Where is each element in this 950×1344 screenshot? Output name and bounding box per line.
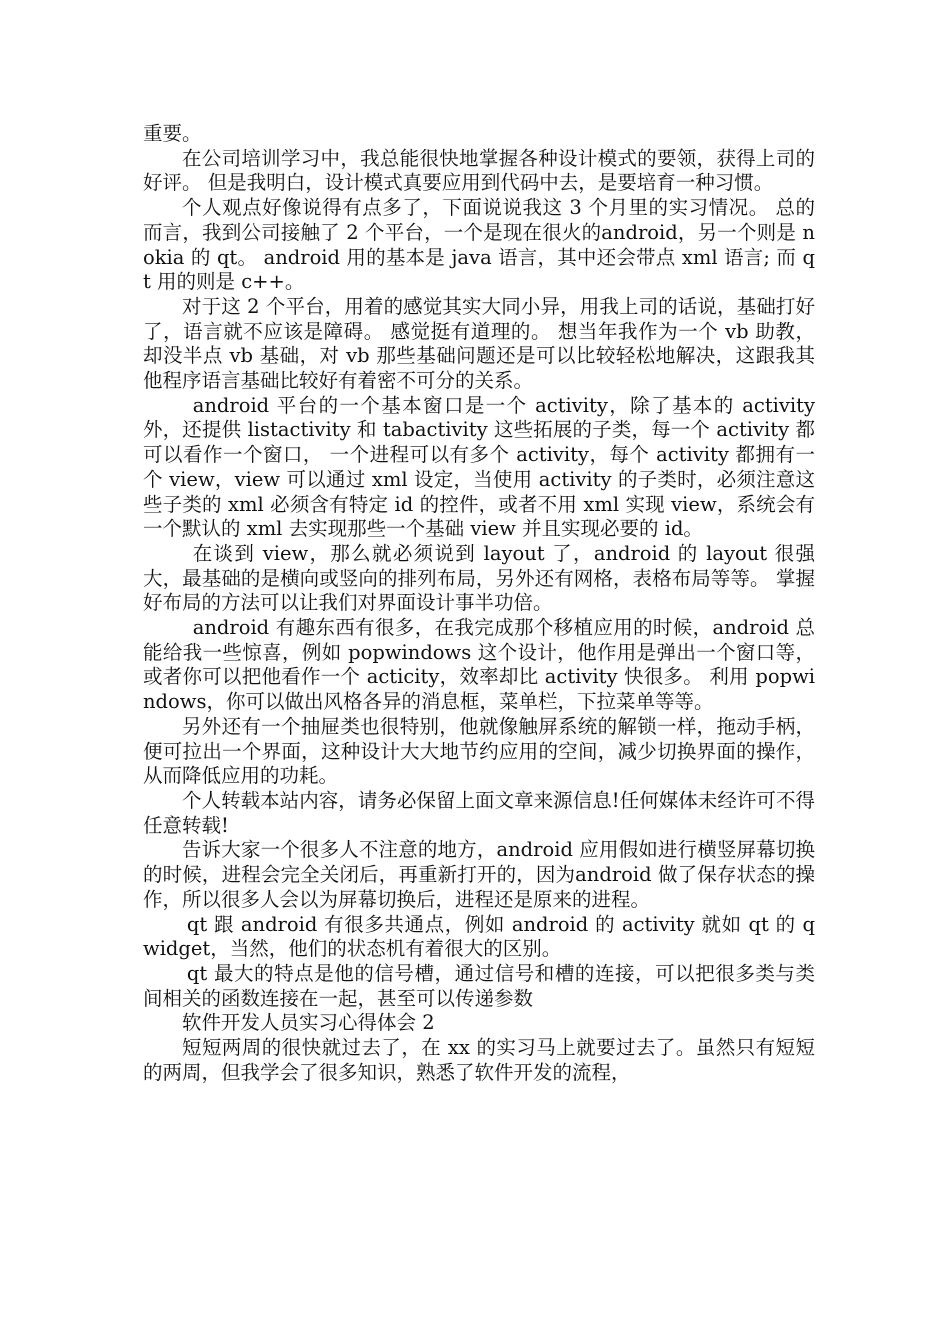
paragraph-3: 个人观点好像说得有点多了，下面说说我这 3 个月里的实习情况。 总的而言，我到公司接触了 2 个平台，一个是现在很火的android，另一个则是 nokia 的 qt。 android 用的基本是 java 语言，其中还会带点 xml 语言; 而 qt 用的则是 c++。 [143,196,815,294]
document-body [143,122,815,1085]
paragraph-4: 对于这 2 个平台，用着的感觉其实大同小异，用我上司的话说，基础打好了，语言就不应该是障碍。 感觉挺有道理的。 想当年我作为一个 vb 助教，却没半点 vb 基础，对 vb 那些基础问题还是可以比较轻松地解决，这跟我其他程序语言基础比较好有着密不可分的关系。 [143,294,815,393]
paragraph-7: android 有趣东西有很多，在我完成那个移植应用的时候，android 总能给我一些惊喜，例如 popwindows 这个设计，他作用是弹出一个窗口等，或者你可以把他看作一个 acticity，效率却比 activity 快很多。 利用 popwindows，你可以做出风格各异的消息框，菜单栏，下拉菜单等等。 [143,616,815,714]
paragraph-5: android 平台的一个基本窗口是一个 activity，除了基本的 activity 外，还提供 listactivity 和 tabactivity 这些拓展的子类，每一个 activity 都可以看作一个窗口， 一个进程可以有多个 activity，每个 activity 都拥有一个 view，view 可以通过 xml 设定，当使用 activity 的子类时，必须注意这些子类的 xml 必须含有特定 id 的控件，或者不用 xml 实现 view，系统会有一个默认的 xml 去实现那些一个基础 view 并且实现必要的 id。 [143,393,815,541]
paragraph-10: 告诉大家一个很多人不注意的地方，android 应用假如进行横竖屏幕切换的时候，进程会完全关闭后，再重新打开的，因为android 做了保存状态的操作，所以很多人会以为屏幕切换后，进程还是原来的进程。 [143,838,815,911]
paragraph-9: 个人转载本站内容，请务必保留上面文章来源信息!任何媒体未经许可不得任意转载! [143,788,815,837]
paragraph-2: 在公司培训学习中，我总能很快地掌握各种设计模式的要领，获得上司的好评。 但是我明白，设计模式真要应用到代码中去，是要培育一种习惯。 [143,146,815,195]
section-heading: 软件开发人员实习心得体会 2 [182,1011,435,1035]
paragraph-12: qt 最大的特点是他的信号槽，通过信号和槽的连接，可以把很多类与类间相关的函数连接在一起，甚至可以传递参数 [143,961,815,1010]
paragraph-11: qt 跟 android 有很多共通点，例如 android 的 activity 就如 qt 的 qwidget，当然，他们的状态机有着很大的区别。 [143,912,815,961]
paragraph-6: 在谈到 view，那么就必须说到 layout 了，android 的 layout 很强大，最基础的是横向或竖向的排列布局，另外还有网格，表格布局等等。 掌握好布局的方法可以让我们对界面设计事半功倍。 [143,541,815,615]
paragraph-8: 另外还有一个抽屉类也很特别，他就像触屏系统的解锁一样，拖动手柄，便可拉出一个界面，这种设计大大地节约应用的空间，减少切换界面的操作，从而降低应用的功耗。 [143,714,815,788]
paragraph-1: 重要。 [143,122,202,145]
paragraph-13: 短短两周的很快就过去了，在 xx 的实习马上就要过去了。虽然只有短短的两周，但我学会了很多知识，熟悉了软件开发的流程， [143,1036,815,1084]
